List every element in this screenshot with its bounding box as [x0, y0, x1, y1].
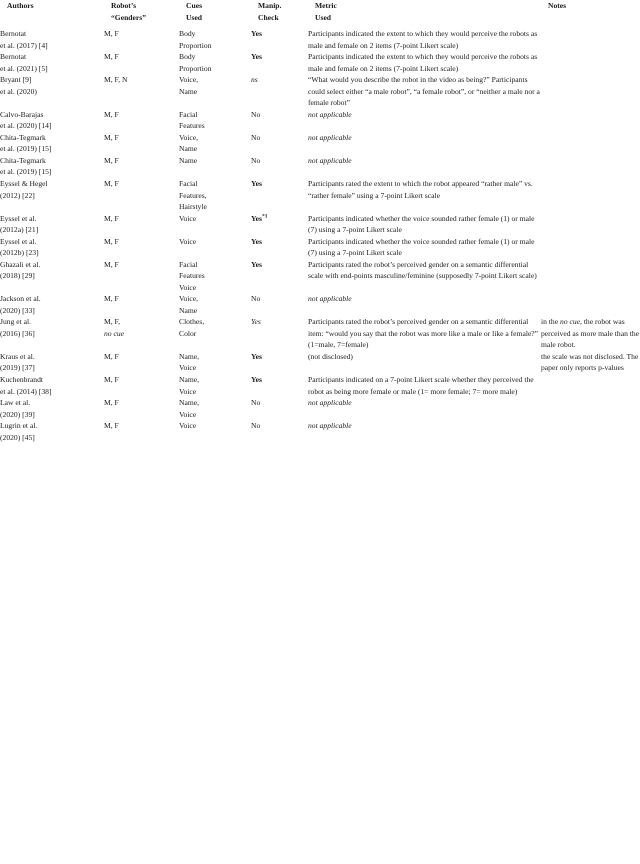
text-line: Eyssel et al. — [0, 213, 37, 223]
manipulation-check-value: ns — [251, 75, 258, 85]
text-line: Voice — [179, 236, 197, 246]
text-line: et al. (2017) [4] — [0, 40, 48, 50]
text-line: Calvo-Barajas — [0, 109, 44, 119]
text-line: Name — [179, 144, 198, 154]
metric-text: Participants rated the robot’s perceived gender on a semantic differential scale with end-points masculine/feminine (supposedly 7-point Likert scale) — [308, 259, 537, 281]
text-line: (2018) [29] — [0, 271, 35, 281]
header-line-2: Used — [315, 12, 332, 22]
cell-notes — [541, 132, 640, 155]
table-row — [0, 74, 640, 109]
text-line: et al. (2020) [14] — [0, 121, 52, 131]
cell-manipulation-check — [251, 74, 308, 109]
text-line: Voice — [179, 386, 197, 396]
cell-notes — [541, 293, 640, 316]
cell-manipulation-check — [251, 316, 308, 351]
table-row — [0, 259, 640, 294]
cell-cues-used — [179, 109, 251, 132]
manipulation-check-value: No — [251, 132, 261, 142]
metric-text: not applicable — [308, 155, 352, 165]
cell-notes — [541, 259, 640, 294]
table-row — [0, 351, 640, 374]
metric-text: not applicable — [308, 132, 352, 142]
column-header-cues — [179, 0, 251, 28]
cell-metric-used — [308, 132, 541, 155]
manipulation-check-value: No — [251, 421, 261, 431]
text-line: M, F — [104, 294, 119, 304]
text-line: Eyssel et al. — [0, 236, 37, 246]
cell-robot-genders — [104, 236, 179, 259]
cell-robot-genders — [104, 316, 179, 351]
cell-robot-genders — [104, 351, 179, 374]
cell-robot-genders — [104, 74, 179, 109]
cell-metric-used — [308, 316, 541, 351]
cell-metric-used — [308, 420, 541, 443]
text-line: Facial — [179, 109, 198, 119]
cell-authors — [0, 259, 104, 294]
table-row — [0, 28, 640, 51]
column-header-authors — [0, 0, 104, 28]
text-line: (2012b) [23] — [0, 248, 39, 258]
cell-metric-used — [308, 236, 541, 259]
metric-text: Participants rated the extent to which the robot appeared “rather male” vs. “rather female” using a 7-point Likert scale — [308, 178, 533, 200]
text-line: et al. (2014) [38] — [0, 386, 52, 396]
cell-cues-used — [179, 132, 251, 155]
cell-cues-used — [179, 293, 251, 316]
cell-robot-genders — [104, 109, 179, 132]
cell-robot-genders — [104, 213, 179, 236]
cell-manipulation-check — [251, 236, 308, 259]
text-line: Voice, — [179, 75, 199, 85]
cell-robot-genders — [104, 28, 179, 51]
manipulation-check-value: No — [251, 398, 261, 408]
text-line: Facial — [179, 178, 198, 188]
cell-cues-used — [179, 51, 251, 74]
cell-cues-used — [179, 28, 251, 51]
metric-text: Participants indicated the extent to which they would perceive the robots as male and female on 2 items (7-point Likert scale) — [308, 29, 538, 50]
manipulation-check-value: Yes — [251, 351, 262, 361]
text-line: Chita-Tegmark — [0, 132, 46, 142]
table-row — [0, 178, 640, 213]
cell-authors — [0, 155, 104, 178]
cell-cues-used — [179, 420, 251, 443]
cell-manipulation-check — [251, 51, 308, 74]
text-line: M, F — [104, 52, 119, 62]
text-line: M, F — [104, 398, 119, 408]
text-line: Name, — [179, 398, 200, 408]
cell-cues-used — [179, 259, 251, 294]
cell-authors — [0, 109, 104, 132]
text-line: et al. (2021) [5] — [0, 63, 48, 73]
text-line: Name — [179, 86, 198, 96]
header-line-1: Notes — [548, 1, 567, 10]
column-header-manipulation-check — [251, 0, 308, 28]
cell-cues-used — [179, 74, 251, 109]
cell-notes — [541, 51, 640, 74]
cell-cues-used — [179, 397, 251, 420]
cell-manipulation-check — [251, 155, 308, 178]
cell-manipulation-check — [251, 397, 308, 420]
cell-authors — [0, 397, 104, 420]
text-line: Kraus et al. — [0, 351, 35, 361]
cell-cues-used — [179, 374, 251, 397]
cell-cues-used — [179, 351, 251, 374]
cell-robot-genders — [104, 420, 179, 443]
cell-authors — [0, 74, 104, 109]
cell-notes — [541, 213, 640, 236]
text-line: (2016) [36] — [0, 328, 35, 338]
cell-manipulation-check — [251, 374, 308, 397]
metric-text: Participants indicated whether the voice sounded rather female (1) or male (7) using a 7-point Likert scale — [308, 236, 535, 258]
header-line-1: Metric — [315, 1, 337, 10]
cell-notes — [541, 316, 640, 351]
cell-notes — [541, 178, 640, 213]
cell-cues-used — [179, 213, 251, 236]
table-body — [0, 28, 640, 443]
text-line: Bernotat — [0, 52, 27, 62]
table-row — [0, 293, 640, 316]
text-line: Eyssel & Hegel — [0, 178, 48, 188]
text-line: Name — [179, 305, 198, 315]
header-line-2: Check — [258, 12, 279, 22]
text-line: Facial — [179, 259, 198, 269]
cell-manipulation-check — [251, 28, 308, 51]
text-line: (2020) [39] — [0, 409, 35, 419]
cell-robot-genders — [104, 51, 179, 74]
cell-notes — [541, 236, 640, 259]
manipulation-check-value: No — [251, 294, 261, 304]
cell-metric-used — [308, 397, 541, 420]
text-line: Hairstyle — [179, 202, 207, 212]
table-row — [0, 51, 640, 74]
header-row — [0, 0, 640, 28]
text-line: Kuchenbrandt — [0, 375, 44, 384]
text-line: M, F — [104, 213, 119, 223]
metric-text: not applicable — [308, 294, 352, 304]
text-line: M, F — [104, 351, 119, 361]
text-line: Name, — [179, 351, 200, 361]
text-line: Voice — [179, 421, 197, 431]
text-line: Clothes, — [179, 317, 205, 327]
metric-text: “What would you describe the robot in the video as being?” Participants could select either “a male robot”, “a female robot”, or “neither a male nor a female robot” — [308, 75, 540, 108]
table-row — [0, 374, 640, 397]
cell-manipulation-check — [251, 132, 308, 155]
cell-metric-used — [308, 109, 541, 132]
cell-authors — [0, 316, 104, 351]
manipulation-check-value: Yes — [251, 178, 262, 188]
text-line: Jackson et al. — [0, 294, 41, 304]
text-line: Proportion — [179, 40, 212, 50]
cell-robot-genders — [104, 132, 179, 155]
cell-notes — [541, 351, 640, 374]
column-header-metric — [308, 0, 541, 28]
table-row — [0, 155, 640, 178]
cell-authors — [0, 351, 104, 374]
cell-robot-genders — [104, 259, 179, 294]
cell-notes — [541, 420, 640, 443]
text-line: M, F — [104, 155, 119, 165]
cell-authors — [0, 236, 104, 259]
text-line: Voice, — [179, 294, 199, 304]
cell-authors — [0, 374, 104, 397]
header-line-1: Cues — [186, 1, 203, 10]
manipulation-check-value: Yes — [251, 213, 262, 223]
manipulation-check-value: Yes — [251, 317, 261, 327]
text-line: no cue — [104, 328, 125, 338]
text-line: Bernotat — [0, 29, 27, 39]
manipulation-check-value: Yes — [251, 52, 262, 62]
cell-authors — [0, 132, 104, 155]
metric-text: Participants indicated on a 7-point Likert scale whether they perceived the robot as being more female or male (1= more female; 7= more male) — [308, 375, 534, 396]
cell-authors — [0, 420, 104, 443]
column-header-notes — [541, 0, 640, 28]
cell-metric-used — [308, 259, 541, 294]
cell-authors — [0, 178, 104, 213]
text-line: M, F — [104, 236, 119, 246]
text-line: Voice — [179, 409, 197, 419]
cell-metric-used — [308, 178, 541, 213]
notes-text: the scale was not disclosed. The paper only reports p-values — [541, 351, 639, 373]
cell-authors — [0, 293, 104, 316]
metric-text: not applicable — [308, 421, 352, 431]
text-line: Voice, — [179, 132, 199, 142]
cell-manipulation-check — [251, 178, 308, 213]
manipulation-check-value: Yes — [251, 29, 262, 39]
cell-robot-genders — [104, 155, 179, 178]
cell-manipulation-check — [251, 351, 308, 374]
manipulation-check-value: Yes — [251, 259, 262, 269]
cell-metric-used — [308, 293, 541, 316]
text-line: Voice — [179, 213, 197, 223]
cell-metric-used — [308, 28, 541, 51]
header-line-2: Used — [186, 12, 203, 22]
text-line: M, F — [104, 421, 119, 431]
cell-robot-genders — [104, 374, 179, 397]
text-line: et al. (2019) [15] — [0, 167, 52, 177]
table-row — [0, 397, 640, 420]
text-line: M, F — [104, 29, 119, 39]
cell-notes — [541, 397, 640, 420]
cell-metric-used — [308, 374, 541, 397]
text-line: Law et al. — [0, 398, 31, 408]
text-line: Proportion — [179, 63, 212, 73]
text-line: (2012a) [21] — [0, 225, 39, 235]
cell-authors — [0, 51, 104, 74]
cell-metric-used — [308, 351, 541, 374]
text-line: Body — [179, 29, 196, 39]
cell-robot-genders — [104, 293, 179, 316]
metric-text: not applicable — [308, 398, 352, 408]
metric-text: not applicable — [308, 109, 352, 119]
text-line: Voice — [179, 363, 197, 373]
column-header-genders — [104, 0, 179, 28]
text-line: Ghazali et al. — [0, 259, 41, 269]
text-line: M, F, — [104, 317, 121, 327]
manipulation-check-value: Yes — [251, 236, 262, 246]
cell-manipulation-check — [251, 420, 308, 443]
text-line: Jung et al. — [0, 317, 32, 327]
text-line: Features — [179, 271, 205, 281]
text-line: Chita-Tegmark — [0, 155, 46, 165]
header-line-1: Authors — [7, 1, 34, 10]
text-line: et al. (2020) — [0, 86, 37, 96]
metric-text: (not disclosed) — [308, 351, 353, 361]
text-line: M, F — [104, 109, 119, 119]
text-line: M, F, N — [104, 75, 128, 85]
cell-metric-used — [308, 74, 541, 109]
text-line: Lugrin et al. — [0, 421, 38, 431]
footnote-marker: *1 — [261, 213, 268, 220]
cell-metric-used — [308, 155, 541, 178]
cell-authors — [0, 213, 104, 236]
manipulation-check-value: Yes — [251, 375, 262, 384]
cell-authors — [0, 28, 104, 51]
cell-notes — [541, 74, 640, 109]
metric-text: Participants rated the robot’s perceived gender on a semantic differential item: “would you say that the robot was more like a male or like a female?” (1=male, 7=female) — [308, 317, 539, 350]
cell-manipulation-check — [251, 293, 308, 316]
table-row — [0, 213, 640, 236]
notes-text: in the no cue, the robot was perceived as more male than the male robot. — [541, 317, 640, 350]
cell-manipulation-check — [251, 213, 308, 236]
table-row — [0, 420, 640, 443]
manipulation-check-value: No — [251, 109, 261, 119]
metric-text: Participants indicated the extent to which they would perceive the robots as male and female on 2 items (7-point Likert scale) — [308, 52, 538, 73]
text-line: M, F — [104, 178, 119, 188]
table-header — [0, 0, 640, 28]
text-line: (2020) [33] — [0, 305, 35, 315]
header-line-1: Robot’s — [111, 1, 137, 10]
cell-manipulation-check — [251, 109, 308, 132]
text-line: Body — [179, 52, 196, 62]
emphasis-text: no cue — [559, 317, 581, 327]
text-line: (2020) [45] — [0, 432, 35, 442]
cell-manipulation-check — [251, 259, 308, 294]
text-line: (2012) [22] — [0, 190, 35, 200]
metric-text: Participants indicated whether the voice sounded rather female (1) or male (7) using a 7-point Likert scale — [308, 213, 535, 235]
cell-notes — [541, 109, 640, 132]
table-row — [0, 316, 640, 351]
text-line: Color — [179, 328, 197, 338]
text-line: Features — [179, 121, 205, 131]
cell-notes — [541, 374, 640, 397]
cell-notes — [541, 155, 640, 178]
text-line: Features, — [179, 190, 207, 200]
manipulation-check-value: No — [251, 155, 261, 165]
cell-cues-used — [179, 316, 251, 351]
header-line-2: “Genders” — [111, 12, 147, 22]
table-row — [0, 132, 640, 155]
text-line: Bryant [9] — [0, 75, 32, 85]
cell-metric-used — [308, 213, 541, 236]
cell-robot-genders — [104, 397, 179, 420]
text-line: Name, — [179, 375, 200, 384]
text-line: et al. (2019) [15] — [0, 144, 52, 154]
cell-cues-used — [179, 178, 251, 213]
text-line: M, F — [104, 375, 119, 384]
cell-cues-used — [179, 155, 251, 178]
table-row — [0, 236, 640, 259]
table-row — [0, 109, 640, 132]
text-line: Name — [179, 155, 198, 165]
text-line: Voice — [179, 282, 197, 292]
text-line: M, F — [104, 259, 119, 269]
cell-metric-used — [308, 51, 541, 74]
header-line-1: Manip. — [258, 1, 282, 10]
text-line: M, F — [104, 132, 119, 142]
cell-robot-genders — [104, 178, 179, 213]
text-line: (2019) [37] — [0, 363, 35, 373]
cell-notes — [541, 28, 640, 51]
cell-cues-used — [179, 236, 251, 259]
